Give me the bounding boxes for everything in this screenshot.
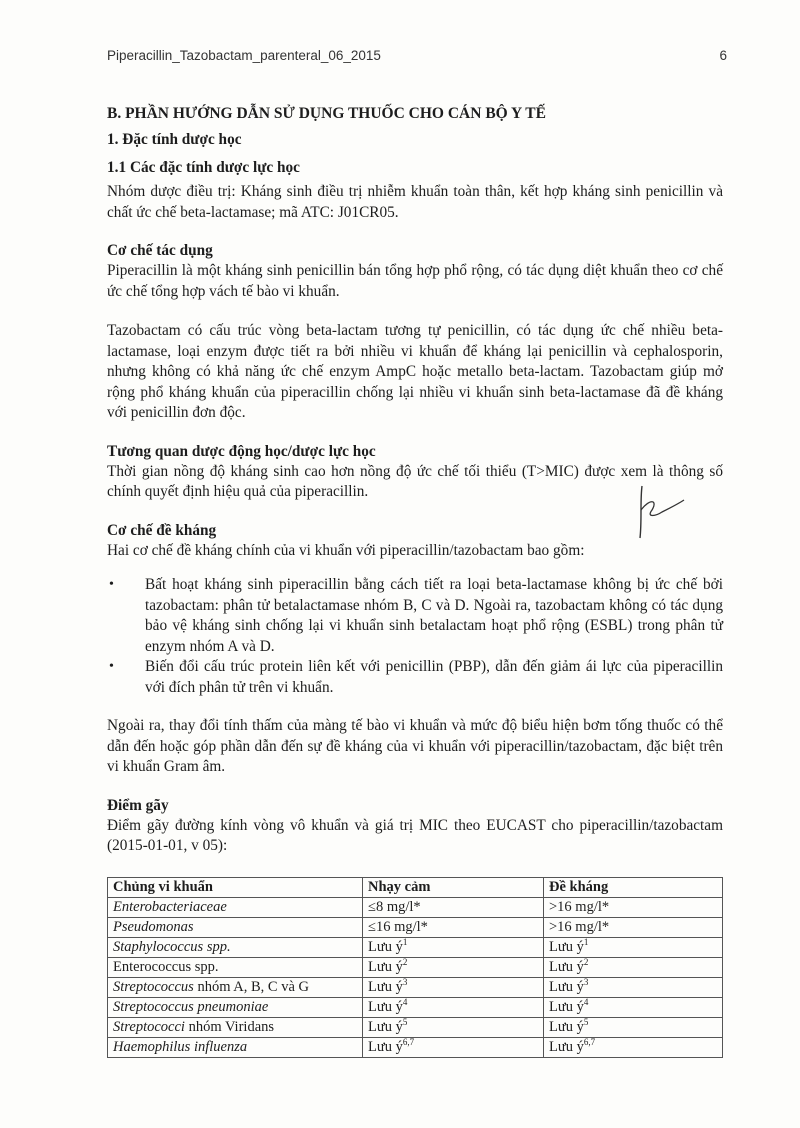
breakpoints-table	[107, 877, 723, 1058]
breakpoints-para: Điểm gãy đường kính vòng vô khuẩn và giá trị MIC theo EUCAST cho piperacillin/tazobactam (2015-01-01, v 05):	[107, 816, 723, 854]
resistance-list	[107, 575, 723, 698]
col-header-resistant: Đề kháng	[544, 877, 723, 897]
cell-organism: Enterobacteriaceae	[108, 897, 363, 917]
table-row	[108, 1037, 723, 1057]
cell-organism: Enterococcus spp.	[108, 957, 363, 977]
main-content	[107, 104, 723, 1058]
cell-organism: Streptococcus pneumoniae	[108, 997, 363, 1017]
page-number: 6	[719, 48, 727, 63]
cell-susceptible: ≤16 mg/l*	[363, 917, 544, 937]
cell-resistant: Lưu $ý^5$	[544, 1017, 723, 1037]
bullet-icon: •	[109, 577, 114, 592]
col-header-susceptible: Nhạy cảm	[363, 877, 544, 897]
section-1-title: 1. Đặc tính dược học	[107, 131, 242, 148]
cell-resistant: Lưu $ý^1$	[544, 937, 723, 957]
cell-resistant: Lưu $ý^{6,7}$	[544, 1037, 723, 1057]
cell-organism: Pseudomonas	[108, 917, 363, 937]
table-row	[108, 977, 723, 997]
cell-susceptible: ≤8 mg/l*	[363, 897, 544, 917]
section-b-title: B. PHẦN HƯỚNG DẪN SỬ DỤNG THUỐC CHO CÁN BỘ Y TẾ	[107, 105, 546, 122]
resistance-title: Cơ chế đề kháng	[107, 521, 217, 539]
page-header	[107, 48, 727, 63]
cell-resistant: >16 mg/l*	[544, 897, 723, 917]
cell-susceptible: Lưu $ý^5$	[363, 1017, 544, 1037]
bullet-icon: •	[109, 659, 114, 674]
list-item: • Biến đổi cấu trúc protein liên kết với penicillin (PBP), dẫn đến giảm ái lực của piperacillin với đích phân tử trên vi khuẩn.	[109, 658, 723, 696]
table-row	[108, 917, 723, 937]
pharmacotherapeutic-group: Nhóm dược điều trị: Kháng sinh điều trị nhiễm khuẩn toàn thân, kết hợp kháng sinh penicillin và chất ức chế beta-lactamase; mã ATC: J01CR05.	[107, 183, 723, 221]
doc-filename: Piperacillin_Tazobactam_parenteral_06_2015	[107, 48, 381, 63]
table-row	[108, 897, 723, 917]
cell-resistant: >16 mg/l*	[544, 917, 723, 937]
resistance-para-2: Ngoài ra, thay đổi tính thấm của màng tế bào vi khuẩn và mức độ biểu hiện bơm tống thuốc có thể dẫn đến hoặc góp phần dẫn đến sự đề kháng của vi khuẩn với piperacillin/tazobactam, đặc biệt trên vi khuẩn Gram âm.	[107, 717, 723, 775]
cell-organism: Haemophilus influenza	[108, 1037, 363, 1057]
list-item: • Bất hoạt kháng sinh piperacillin bằng cách tiết ra loại beta-lactamase không bị ức chế bởi tazobactam: phân tử betalactamase nhóm B, C và D. Ngoài ra, tazobactam không có tác dụng bảo vệ kháng sinh chống lại vi khuẩn sinh betalactam hoạt phổ rộng (ESBL) trong phân tử enzym nhóm A và D.	[109, 576, 723, 655]
cell-organism: Staphylococcus spp.	[108, 937, 363, 957]
table-row	[108, 937, 723, 957]
cell-susceptible: Lưu $ý^3$	[363, 977, 544, 997]
cell-organism: Streptococci nhóm Viridans	[108, 1017, 363, 1037]
cell-resistant: Lưu $ý^3$	[544, 977, 723, 997]
table-row	[108, 1017, 723, 1037]
mechanism-title: Cơ chế tác dụng	[107, 242, 213, 259]
breakpoints-title: Điểm gãy	[107, 796, 169, 814]
pkpd-para: Thời gian nồng độ kháng sinh cao hơn nồng độ ức chế tối thiểu (T>MIC) được xem là thông số chính quyết định hiệu quả của piperacillin.	[107, 462, 723, 500]
cell-susceptible: Lưu $ý^1$	[363, 937, 544, 957]
cell-resistant: Lưu $ý^2$	[544, 957, 723, 977]
table-header-row	[108, 877, 723, 897]
pkpd-title: Tương quan dược động học/dược lực học	[107, 442, 376, 460]
section-1-1-title: 1.1 Các đặc tính dược lực học	[107, 159, 300, 176]
col-header-organism: Chủng vi khuẩn	[108, 877, 363, 897]
mechanism-para-2: Tazobactam có cấu trúc vòng beta-lactam tương tự penicillin, có tác dụng ức chế nhiều beta-lactamase, loại enzym được tiết ra bởi nhiều vi khuẩn để kháng lại penicillin và cephalosporin, nhưng không có khả năng ức chế enzym AmpC hoặc metallo beta-lactam. Tazobactam giúp mở rộng phổ kháng khuẩn của piperacillin chống lại nhiều vi khuẩn sinh beta-lactamase đã đề kháng với penicillin đơn độc.	[107, 322, 723, 421]
cell-susceptible: Lưu $ý^{6,7}$	[363, 1037, 544, 1057]
cell-susceptible: Lưu $ý^4$	[363, 997, 544, 1017]
cell-resistant: Lưu $ý^4$	[544, 997, 723, 1017]
mechanism-para-1: Piperacillin là một kháng sinh penicillin bán tổng hợp phổ rộng, có tác dụng diệt khuẩn theo cơ chế ức chế tổng hợp vách tế bào vi khuẩn.	[107, 262, 723, 300]
table-row	[108, 997, 723, 1017]
table-row	[108, 957, 723, 977]
resistance-intro: Hai cơ chế đề kháng chính của vi khuẩn với piperacillin/tazobactam bao gồm:	[107, 541, 585, 559]
cell-organism: Streptococcus nhóm A, B, C và G	[108, 977, 363, 997]
cell-susceptible: Lưu $ý^2$	[363, 957, 544, 977]
